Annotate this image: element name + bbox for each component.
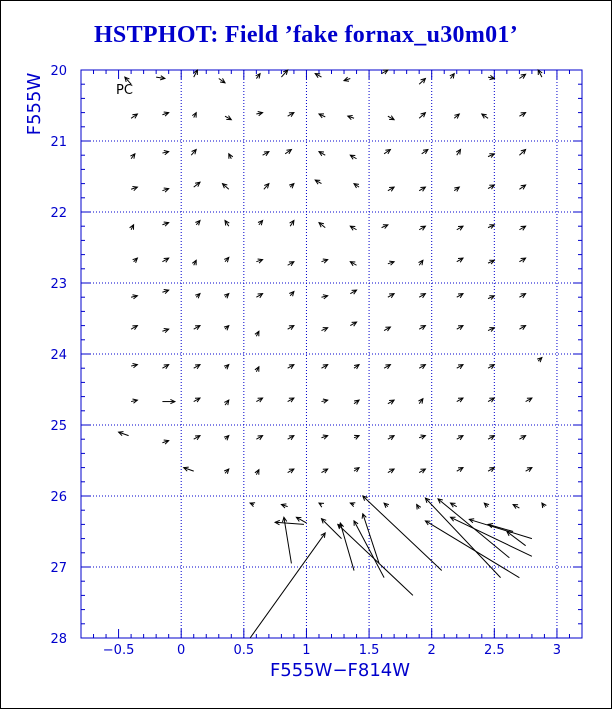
vector-arrow: [256, 259, 262, 263]
vector-arrow: [131, 187, 137, 191]
vector-arrow: [289, 292, 294, 297]
vector-arrow: [384, 150, 390, 154]
axis-tick-labels: [50, 64, 561, 658]
vector-arrow: [162, 112, 168, 116]
vector-arrow: [422, 150, 428, 154]
vector-arrow: [488, 296, 494, 300]
vector-arrow: [384, 327, 390, 331]
vector-arrow: [488, 524, 513, 532]
panel-label: PC: [116, 83, 133, 98]
vector-arrow: [519, 258, 525, 262]
vector-arrow: [250, 503, 255, 507]
vector-arrow: [288, 326, 294, 330]
vector-arrow: [255, 331, 259, 336]
vector-arrow: [419, 365, 425, 369]
vector-arrow: [281, 70, 287, 77]
vector-shaft: [250, 533, 325, 638]
vector-arrow: [354, 435, 359, 439]
vector-arrow: [290, 221, 294, 227]
vector-arrow: [419, 113, 425, 119]
vector-arrow: [456, 150, 460, 156]
vector-arrow: [224, 365, 229, 370]
vector-arrow: [339, 523, 354, 571]
vector-arrow: [457, 258, 463, 262]
vector-arrow: [131, 114, 137, 118]
y-axis-title: F555W: [24, 72, 45, 136]
vector-arrow: [162, 290, 168, 294]
vector-arrow: [283, 517, 292, 563]
vector-arrow: [192, 260, 196, 265]
vector-arrow: [288, 469, 294, 473]
vector-arrow: [526, 398, 532, 402]
vector-arrow: [519, 226, 525, 230]
vector-arrow: [131, 326, 137, 330]
vector-arrow: [195, 294, 200, 299]
vector-arrow: [285, 150, 291, 154]
vector-arrow: [288, 262, 294, 266]
vector-arrow: [288, 113, 294, 117]
vector-arrow: [457, 398, 463, 402]
vector-arrow: [354, 468, 359, 472]
vector-arrow: [419, 187, 425, 191]
vector-arrow: [419, 260, 423, 265]
vector-arrow: [354, 400, 359, 404]
vector-arrow: [315, 180, 321, 184]
vector-arrow: [256, 294, 262, 298]
vector-arrow: [419, 435, 425, 439]
vector-arrow: [454, 187, 459, 191]
vector-shaft: [488, 524, 513, 531]
y-tick-label: 28: [50, 632, 67, 647]
y-tick-label: 24: [50, 348, 67, 363]
vector-arrow: [350, 290, 356, 294]
vector-arrow: [224, 400, 229, 405]
y-tick-label: 21: [50, 135, 67, 150]
grid-lines: [81, 70, 582, 638]
vector-arrow: [131, 399, 137, 403]
vector-arrow: [321, 295, 327, 299]
vector-arrow: [488, 154, 494, 158]
vector-arrow: [338, 524, 413, 595]
vector-arrow: [162, 329, 168, 333]
vector-arrow: [388, 187, 394, 191]
vector-arrow: [488, 260, 494, 264]
vector-arrow: [192, 113, 196, 118]
x-tick-label: 1: [302, 643, 311, 658]
vector-arrow: [255, 367, 259, 372]
vector-arrow: [319, 152, 325, 156]
vector-arrow: [162, 222, 168, 226]
vector-arrow: [388, 469, 394, 473]
vector-arrow: [131, 364, 137, 368]
vector-arrow: [321, 469, 327, 473]
vector-arrow: [194, 398, 200, 402]
vector-arrow: [519, 294, 525, 298]
vector-arrow: [350, 322, 356, 326]
vector-arrow: [162, 399, 175, 403]
vector-arrow: [194, 326, 200, 330]
x-tick-label: 1.5: [358, 643, 380, 658]
vector-arrow: [194, 365, 200, 369]
vector-arrow: [350, 262, 356, 266]
vector-arrow: [156, 76, 165, 80]
vector-arrow: [354, 184, 359, 188]
vector-arrow: [162, 365, 168, 369]
vector-arrow: [382, 70, 388, 74]
x-axis-title: F555W−F814W: [269, 660, 411, 681]
vector-shaft: [275, 522, 304, 524]
vector-shaft: [338, 524, 413, 595]
vector-arrow: [224, 257, 229, 262]
vector-arrow: [488, 225, 494, 229]
vector-head: [350, 503, 355, 507]
vector-arrow: [194, 182, 200, 187]
vector-arrow: [256, 398, 262, 402]
vector-arrow: [384, 503, 389, 508]
vector-arrow: [350, 155, 356, 159]
vector-arrow: [519, 185, 525, 189]
vector-arrow: [537, 358, 542, 363]
vector-arrow: [519, 150, 525, 156]
y-tick-label: 23: [50, 277, 67, 292]
vector-arrow: [488, 436, 494, 440]
vector-arrow: [513, 505, 519, 509]
x-tick-label: −0.5: [102, 643, 135, 658]
vector-arrow: [224, 469, 229, 474]
vector-arrow: [382, 225, 388, 229]
vector-arrow: [350, 226, 356, 230]
vector-arrow: [519, 436, 525, 440]
vector-arrow: [264, 184, 269, 190]
vector-arrow: [321, 399, 327, 403]
x-tick-label: 0: [177, 643, 186, 658]
vector-arrow: [419, 79, 425, 85]
vector-arrow: [258, 221, 263, 226]
x-tick-label: 3: [552, 643, 562, 658]
vector-arrow: [419, 399, 423, 404]
vector-arrow: [288, 398, 294, 402]
vector-arrow: [417, 505, 421, 510]
vector-arrow: [488, 365, 494, 369]
vector-arrow: [488, 328, 494, 332]
vector-arrow: [321, 259, 327, 263]
vector-arrow: [348, 116, 354, 120]
vector-arrow: [288, 436, 294, 440]
vector-arrow: [457, 326, 463, 330]
vector-arrow: [219, 78, 225, 82]
vector-arrow: [388, 261, 394, 265]
vector-arrow: [184, 467, 194, 471]
vector-arrow: [224, 294, 229, 299]
vector-arrow: [450, 74, 454, 79]
vector-arrow: [488, 468, 494, 472]
vector-arrow: [250, 533, 325, 638]
vector-arrow: [130, 154, 135, 159]
vector-arrow: [130, 225, 134, 230]
vector-arrow: [224, 436, 229, 441]
chart-title: HSTPHOT: Field ’fake fornax_u30m01’: [93, 22, 519, 48]
vector-arrow: [315, 74, 321, 78]
vector-arrow: [256, 436, 262, 440]
vector-arrow: [457, 226, 463, 230]
vector-arrow: [162, 188, 168, 192]
vector-shaft: [284, 517, 292, 563]
y-tick-label: 20: [50, 64, 67, 79]
vector-arrow: [319, 223, 325, 228]
vector-arrow: [519, 74, 525, 78]
vector-arrow: [296, 517, 306, 523]
vector-arrow: [419, 326, 425, 330]
vector-arrow: [488, 185, 494, 189]
vector-shaft: [450, 517, 531, 556]
vector-arrow: [350, 503, 355, 507]
vector-arrow: [450, 503, 456, 507]
vector-shaft: [340, 523, 354, 571]
vector-arrow: [457, 365, 463, 369]
y-tick-label: 22: [50, 206, 67, 221]
vector-arrow: [519, 326, 525, 330]
vector-arrow: [119, 432, 129, 436]
y-tick-label: 26: [50, 490, 67, 505]
vector-arrow: [488, 398, 494, 402]
vector-arrow: [419, 226, 425, 230]
vector-arrow: [388, 436, 394, 440]
vector-arrow: [419, 294, 425, 298]
vector-arrow: [488, 75, 494, 79]
vector-arrow: [224, 326, 229, 331]
vector-arrow: [354, 365, 359, 369]
vector-arrow: [319, 114, 325, 118]
vector-arrow: [191, 150, 196, 156]
vector-arrow: [289, 184, 294, 189]
vector-arrow: [195, 221, 200, 226]
vector-arrow: [263, 152, 269, 156]
vector-arrow: [457, 294, 463, 298]
vector-head: [250, 503, 255, 507]
vector-arrow: [542, 503, 546, 508]
vector-arrow: [450, 517, 531, 556]
x-tick-label: 2: [427, 643, 436, 658]
vector-arrow: [281, 504, 287, 508]
vector-arrow: [344, 77, 350, 81]
vector-arrow: [133, 258, 138, 263]
vector-arrow: [538, 70, 542, 77]
vector-arrow: [194, 436, 200, 440]
vector-arrow: [223, 184, 229, 190]
vector-arrow: [388, 294, 394, 298]
x-tick-label: 0.5: [233, 643, 255, 658]
vector-arrow: [162, 258, 168, 262]
vector-arrow: [229, 154, 233, 159]
vector-arrow: [384, 365, 390, 369]
vector-arrow: [225, 221, 229, 227]
vector-arrows: [119, 70, 547, 638]
vector-arrow: [162, 440, 168, 444]
vector-arrow: [321, 435, 327, 439]
x-tick-label: 2.5: [483, 643, 505, 658]
vector-arrow: [256, 112, 262, 116]
vector-arrow: [519, 113, 525, 117]
vector-arrow: [162, 151, 168, 155]
vector-arrow: [255, 470, 259, 475]
vector-shaft: [469, 519, 532, 538]
vector-arrow: [388, 116, 394, 120]
vector-arrow: [484, 503, 489, 508]
vector-arrow: [319, 503, 324, 507]
vector-arrow: [482, 114, 488, 118]
vector-head: [319, 503, 324, 507]
y-tick-label: 27: [50, 561, 67, 576]
vector-arrow: [457, 436, 463, 440]
vector-arrow: [388, 400, 394, 404]
vector-arrow: [457, 468, 463, 472]
y-tick-label: 25: [50, 419, 67, 434]
vector-arrow: [256, 74, 260, 79]
vector-arrow: [469, 519, 532, 539]
vector-arrow: [454, 114, 459, 119]
vector-arrow: [131, 295, 137, 299]
vector-arrow: [225, 116, 231, 120]
vector-arrow: [321, 365, 327, 369]
vector-arrow: [419, 469, 425, 473]
vector-arrow: [526, 468, 532, 472]
vector-arrow: [288, 365, 294, 369]
vector-arrow: [321, 328, 327, 332]
